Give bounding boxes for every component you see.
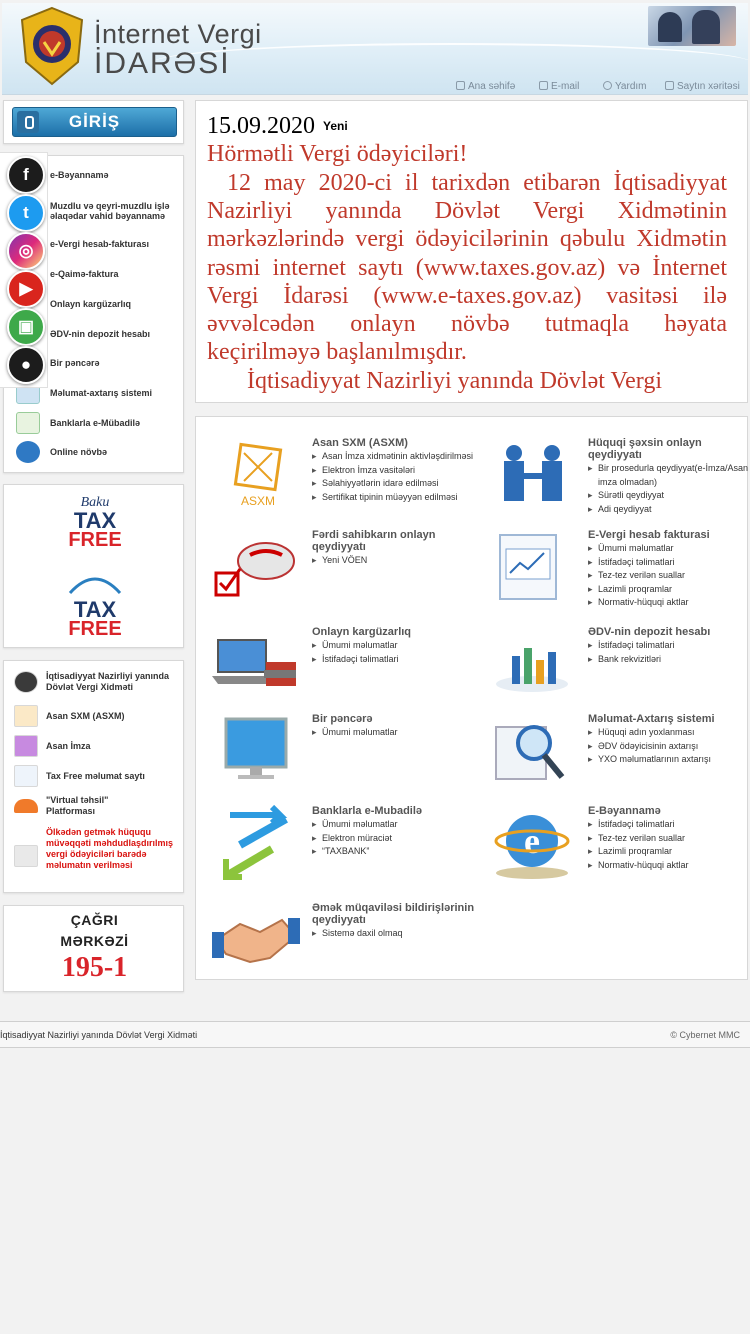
card-link[interactable]: ▸ ƏDV ödəyicisinin axtarışı bbox=[588, 740, 750, 754]
taxfree-icon bbox=[14, 765, 38, 787]
card-link[interactable]: ▸ İstifadəçi təlimatlari bbox=[588, 556, 750, 570]
header-photo bbox=[648, 6, 736, 46]
link-label: Asan İmza bbox=[46, 741, 91, 751]
free-label: FREE bbox=[68, 618, 122, 640]
card-legal-entity-registration[interactable] bbox=[482, 437, 750, 527]
graduation-cap-icon bbox=[14, 799, 38, 813]
brand-line2: İDARƏSİ bbox=[94, 47, 231, 80]
service-online-queue[interactable] bbox=[14, 439, 184, 465]
card-link[interactable]: ▸ İstifadəçi təlimatlari bbox=[588, 818, 750, 832]
people-icon bbox=[16, 441, 40, 463]
card-link[interactable]: ▸ İstifadəçi təlimatlari bbox=[312, 653, 477, 667]
card-labor-contract[interactable] bbox=[206, 902, 476, 992]
e-globe-icon bbox=[486, 805, 578, 885]
footer-credit[interactable]: © Cybernet MMC bbox=[670, 1030, 740, 1040]
ministry-logo[interactable] bbox=[16, 6, 88, 86]
nav-help-label: Yardım bbox=[615, 81, 647, 92]
mail-icon bbox=[539, 81, 548, 90]
card-links bbox=[588, 726, 750, 767]
card-link[interactable]: ▸ Lazimli proqramlar bbox=[588, 583, 750, 597]
free-label: FREE bbox=[68, 529, 122, 551]
service-label: ƏDV-nin depozit hesabı bbox=[50, 329, 151, 339]
signature-icon bbox=[14, 735, 38, 757]
card-title[interactable]: Fərdi sahibkarın onlayn qeydiyyatı bbox=[312, 529, 436, 553]
service-label: e-Bəyannamə bbox=[50, 170, 109, 180]
link-virtual-education[interactable] bbox=[14, 795, 182, 821]
facebook-icon[interactable]: f bbox=[7, 156, 45, 194]
baku-label: Baku bbox=[80, 495, 110, 510]
card-online-office[interactable] bbox=[206, 626, 476, 716]
login-button[interactable] bbox=[12, 107, 177, 137]
baku-taxfree-logo[interactable] bbox=[62, 495, 128, 549]
service-label: Online növbə bbox=[50, 447, 108, 457]
news-panel bbox=[195, 100, 748, 403]
link-label: Asan SXM (ASXM) bbox=[46, 711, 125, 721]
service-label: Onlayn kargüzarlıq bbox=[50, 299, 132, 309]
card-links bbox=[312, 450, 477, 504]
taxfree-panel bbox=[3, 484, 184, 648]
exchange-icon bbox=[16, 412, 40, 434]
card-link[interactable]: ▸ Elektron müraciət bbox=[312, 832, 477, 846]
card-title[interactable]: Hüquqi şəxsin onlayn qeydiyyatı bbox=[588, 437, 702, 461]
service-label: Bir pəncərə bbox=[50, 358, 100, 368]
nav-email[interactable] bbox=[539, 81, 579, 92]
link-dvx[interactable] bbox=[14, 671, 182, 697]
service-bank-exchange[interactable] bbox=[14, 410, 184, 436]
brand-line1: İnternet Vergi bbox=[94, 19, 262, 49]
card-title[interactable]: Banklarla e-Mubadilə bbox=[312, 805, 423, 817]
card-links bbox=[312, 554, 477, 568]
news-new-badge: Yeni bbox=[323, 119, 348, 133]
link-label: Tax Free məlumat saytı bbox=[46, 771, 145, 781]
services-grid bbox=[195, 416, 748, 980]
handshake-icon bbox=[210, 902, 302, 982]
globe-arc-icon bbox=[62, 573, 128, 595]
card-links bbox=[588, 542, 750, 610]
card-links bbox=[588, 462, 750, 516]
service-label: e-Vergi hesab-fakturası bbox=[50, 239, 150, 249]
mouse-checkbox-icon bbox=[210, 529, 302, 609]
card-link[interactable]: ▸ Sürətli qeydiyyat bbox=[588, 489, 750, 503]
news-body-continued: İqtisadiyyat Nazirliyi yanında Dövlət Vergi bbox=[247, 368, 663, 394]
card-link[interactable]: ▸ Ümumi məlumatlar bbox=[312, 639, 477, 653]
card-link[interactable]: ▸ Bank rekvizitləri bbox=[588, 653, 750, 667]
service-label: Muzdlu və qeyri-muzdlu işlə əlaqədar vahid bəyannamə bbox=[50, 201, 170, 221]
card-link[interactable]: ▸ Asan İmza xidmətinin aktivləşdirilməsi bbox=[312, 450, 477, 464]
card-link[interactable]: ▸ Ümumi məlumatlar bbox=[588, 542, 750, 556]
card-title[interactable]: ƏDV-nin depozit hesabı bbox=[588, 626, 711, 638]
card-link[interactable]: ▸ YXO məlumatlarının axtarışı bbox=[588, 753, 750, 767]
call-center-number: 195-1 bbox=[61, 952, 128, 983]
card-asxm[interactable] bbox=[206, 437, 476, 527]
link-travel-restriction[interactable] bbox=[14, 827, 182, 883]
card-sole-proprietor-registration[interactable] bbox=[206, 529, 476, 619]
card-vat-deposit[interactable] bbox=[482, 626, 750, 716]
handshake-people-icon bbox=[486, 437, 578, 517]
card-link[interactable]: ▸ Ümumi məlumatlar bbox=[312, 726, 477, 740]
magnifier-icon bbox=[486, 713, 578, 793]
call-center-panel[interactable] bbox=[3, 905, 184, 992]
sitemap-icon bbox=[665, 81, 674, 90]
card-one-window[interactable] bbox=[206, 713, 476, 803]
asxm-icon bbox=[210, 437, 302, 517]
exchange-arrows-icon bbox=[210, 805, 302, 885]
nav-email-label: E-mail bbox=[551, 81, 580, 92]
card-e-declaration[interactable] bbox=[482, 805, 750, 895]
nav-sitemap-label: Saytın xəritəsi bbox=[677, 81, 740, 92]
bar-chart-icon bbox=[486, 626, 578, 706]
nav-home-label: Ana səhifə bbox=[468, 81, 516, 92]
card-link[interactable]: ▸ Ümumi məlumatlar bbox=[312, 818, 477, 832]
monitor-icon bbox=[210, 713, 302, 793]
nav-sitemap[interactable] bbox=[665, 81, 740, 92]
laptop-books-icon bbox=[210, 626, 302, 706]
news-date: 15.09.2020 bbox=[207, 113, 315, 139]
chart-document-icon bbox=[486, 529, 578, 609]
header bbox=[2, 3, 748, 95]
card-bank-exchange[interactable] bbox=[206, 805, 476, 895]
card-title[interactable]: Onlayn kargüzarlıq bbox=[312, 626, 412, 638]
link-label: İqtisadiyyat Nazirliyi yanında Dövlət Vergi Xidməti bbox=[46, 671, 170, 692]
link-label: "Virtual təhsil" Platforması bbox=[46, 795, 109, 816]
card-title[interactable]: Asan SXM (ASXM) bbox=[312, 437, 408, 449]
service-label: Məlumat-axtarış sistemi bbox=[50, 388, 153, 398]
card-links bbox=[312, 927, 477, 941]
footer-text: İqtisadiyyat Nazirliyi yanında Dövlət Vergi Xidməti bbox=[0, 1030, 198, 1040]
call-center-label2: MƏRKƏZİ bbox=[60, 933, 129, 949]
android-icon[interactable]: ▣ bbox=[7, 308, 45, 346]
service-label: e-Qaimə-faktura bbox=[50, 269, 119, 279]
link-asxm[interactable] bbox=[14, 705, 182, 729]
tax-label: TAX bbox=[73, 508, 117, 533]
card-title[interactable]: E-Bəyannamə bbox=[588, 805, 661, 817]
emblem-icon bbox=[14, 671, 38, 693]
taxfree-logo[interactable] bbox=[62, 573, 128, 638]
card-link[interactable]: ▸ Elektron İmza vasitələri bbox=[312, 464, 477, 478]
instagram-icon[interactable]: ◎ bbox=[7, 232, 45, 270]
card-title[interactable]: Məlumat-Axtarış sistemi bbox=[588, 713, 715, 725]
card-title[interactable]: Bir pəncərə bbox=[312, 713, 373, 725]
card-link[interactable]: ▸ İstifadəçi təlimatlari bbox=[588, 639, 750, 653]
card-link[interactable]: ▸ Normativ-hüquqi aktlar bbox=[588, 859, 750, 873]
card-title[interactable]: Əmək müqaviləsi bildirişlərinin qeydiyyatı bbox=[312, 902, 475, 926]
link-taxfree[interactable] bbox=[14, 765, 182, 789]
help-icon bbox=[603, 81, 612, 90]
service-label: Banklarla e-Mübadilə bbox=[50, 418, 141, 428]
card-link[interactable]: ▸ “TAXBANK” bbox=[312, 845, 477, 859]
card-link[interactable]: ▸ Bir prosedurla qeydiyyat(e-İmza/Asan imza olmadan) bbox=[588, 462, 750, 489]
restriction-icon bbox=[14, 845, 38, 867]
card-link[interactable]: ▸ Tez-tez verilən suallar bbox=[588, 832, 750, 846]
card-link[interactable]: ▸ Tez-tez verilən suallar bbox=[588, 569, 750, 583]
card-links bbox=[588, 818, 750, 872]
link-label: Ölkədən getmək hüququ müvəqqəti məhdudlaşdırılmış vergi ödəyiciləri barədə məlumatın verilməsi bbox=[46, 827, 174, 870]
card-link[interactable]: ▸ Normativ-hüquqi aktlar bbox=[588, 596, 750, 610]
card-link[interactable]: ▸ Lazimli proqramlar bbox=[588, 845, 750, 859]
call-center-label1: ÇAĞRI bbox=[70, 912, 119, 928]
card-links bbox=[312, 818, 477, 859]
card-link[interactable]: ▸ Yeni VÖEN bbox=[312, 554, 477, 568]
home-icon bbox=[456, 81, 465, 90]
login-label: GİRİŞ bbox=[68, 112, 121, 131]
card-link[interactable]: ▸ Sertifikat tipinin müəyyən edilməsi bbox=[312, 491, 477, 505]
news-body: 12 may 2020-ci il tarixdən etibarən İqtisadiyyat Nazirliyi yanında Dövlət Vergi Xidmətinin mərkəzlərində vergi ödəyicilərinin qəbulu Xidmətin rəsmi internet saytı (www.taxes.gov.az) və İnternet Vergi İdarəsi (www.e-taxes.gov.az) vasitəsi ilə əvvəlcədən onlayn növbə tutmaqla həyata keçirilməyə başlanılmışdır. bbox=[207, 170, 727, 366]
card-search-system[interactable] bbox=[482, 713, 750, 803]
card-link[interactable]: ▸ Səlahiyyətlərin idarə edilməsi bbox=[312, 477, 477, 491]
asxm-icon bbox=[14, 705, 38, 727]
card-link[interactable]: ▸ Adi qeydiyyat bbox=[588, 503, 750, 517]
twitter-icon[interactable]: t bbox=[7, 194, 45, 232]
svg-text:e: e bbox=[524, 821, 540, 861]
links-panel bbox=[3, 660, 184, 893]
tax-label: TAX bbox=[73, 597, 117, 622]
card-link[interactable]: ▸ Hüquqi adın yoxlanması bbox=[588, 726, 750, 740]
card-title[interactable]: E-Vergi hesab fakturasi bbox=[588, 529, 710, 541]
card-links bbox=[312, 726, 477, 740]
nav-home[interactable] bbox=[456, 81, 515, 92]
card-link[interactable]: ▸ Sistemə daxil olmaq bbox=[312, 927, 477, 941]
news-headline[interactable]: Hörmətli Vergi ödəyiciləri! bbox=[207, 141, 468, 167]
footer bbox=[0, 1021, 750, 1048]
nav-help[interactable] bbox=[603, 81, 647, 92]
login-panel bbox=[3, 100, 184, 144]
card-links bbox=[588, 639, 750, 666]
lock-icon bbox=[17, 111, 39, 133]
youtube-icon[interactable]: ▶ bbox=[7, 270, 45, 308]
apple-icon[interactable]: ● bbox=[7, 346, 45, 384]
svg-text:ASXM: ASXM bbox=[240, 494, 276, 508]
link-asan-imza[interactable] bbox=[14, 735, 182, 759]
card-e-invoice[interactable] bbox=[482, 529, 750, 619]
card-links bbox=[312, 639, 477, 666]
